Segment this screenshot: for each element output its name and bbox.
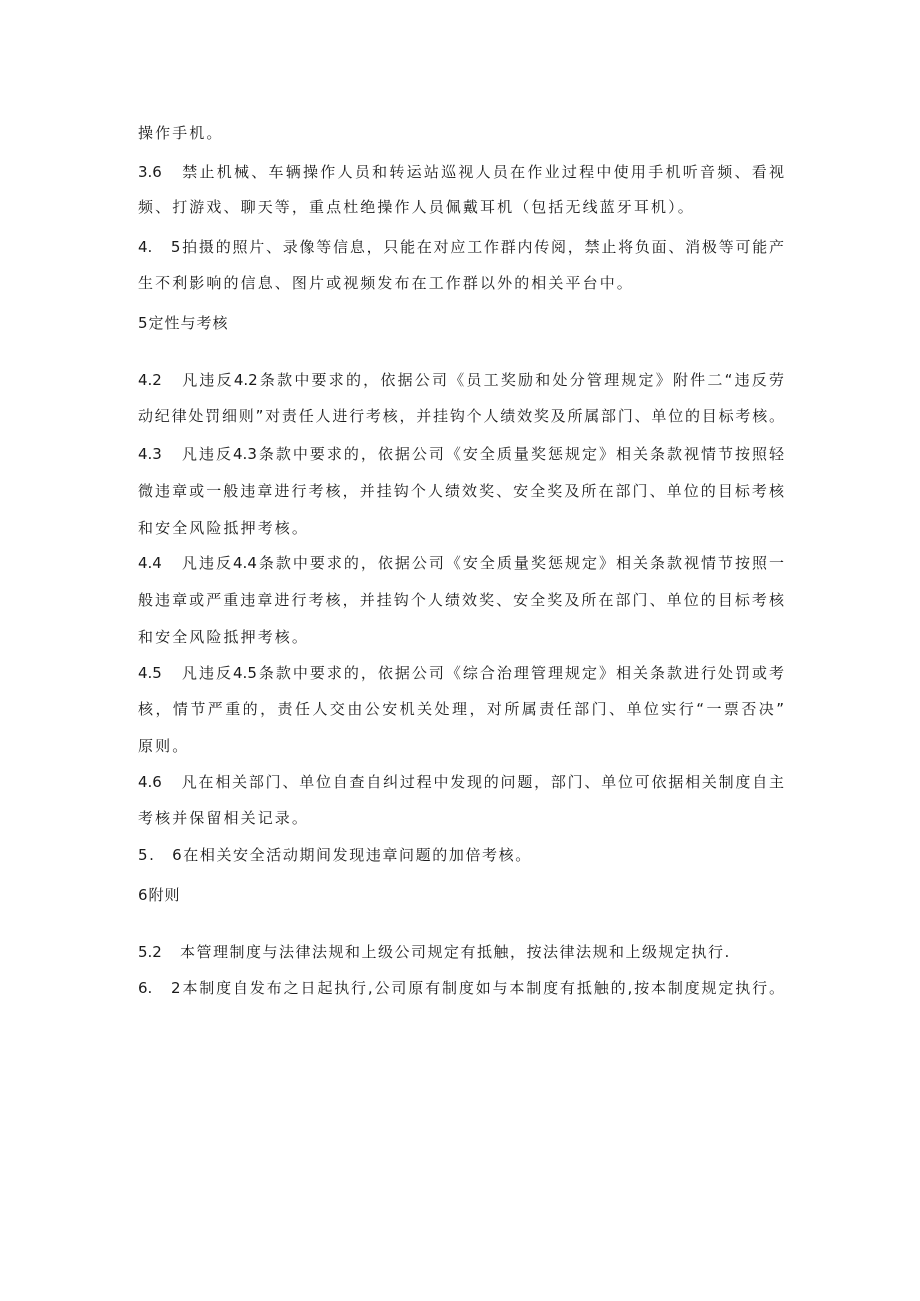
clause-number: 4.2: [138, 371, 162, 389]
text-line: 般违章或严重违章进行考核，并挂钩个人绩效奖、安全奖及所在部门、单位的目标考核: [138, 591, 784, 609]
clause-number: 4.6: [138, 773, 162, 791]
section-heading-6: 6附则: [138, 886, 181, 904]
clause-text: 凡违反4.2条款中要求的，依据公司《员工奖励和处分管理规定》附件二“违反劳: [180, 371, 784, 389]
text-line: 操作手机。: [138, 124, 224, 142]
clause-text: 凡在相关部门、单位自查自纠过程中发现的问题，部门、单位可依据相关制度自主: [180, 773, 784, 791]
clause-number: 3.6: [138, 163, 162, 181]
clause-4-4: [138, 553, 784, 573]
clause-text: 本管理制度与法律法规和上级公司规定有抵触，按法律法规和上级规定执行.: [180, 943, 731, 961]
clause-6-2: 6. 2本制度自发布之日起执行,公司原有制度如与本制度有抵触的,按本制度规定执行。: [138, 979, 784, 997]
clause-number: 4.3: [138, 445, 162, 463]
clause-number: 4.5: [138, 664, 162, 682]
clause-text: 禁止机械、车辆操作人员和转运站巡视人员在作业过程中使用手机听音频、看视: [180, 163, 784, 181]
clause-text: 凡违反4.3条款中要求的，依据公司《安全质量奖惩规定》相关条款视情节按照轻: [180, 445, 784, 463]
clause-4-5: 4. 5拍摄的照片、录像等信息，只能在对应工作群内传阅，禁止将负面、消极等可能产: [138, 238, 784, 256]
clause-number: 5.2: [138, 943, 162, 961]
text-line: 和安全风险抵押考核。: [138, 628, 310, 646]
text-line: 生不利影响的信息、图片或视频发布在工作群以外的相关平台中。: [138, 274, 634, 292]
text-line: 原则。: [138, 737, 190, 755]
clause-5-6: 5. 6在相关安全活动期间发现违章问题的加倍考核。: [138, 846, 532, 864]
clause-3-6: [138, 162, 784, 182]
clause-4-2: [138, 370, 784, 390]
text-line: 核，情节严重的，责任人交由公安机关处理，对所属责任部门、单位实行“一票否决”: [138, 700, 784, 718]
clause-number: 4.4: [138, 554, 162, 572]
clause-4-3: [138, 444, 784, 464]
text-line: 频、打游戏、聊天等，重点杜绝操作人员佩戴耳机（包括无线蓝牙耳机）。: [138, 198, 695, 216]
clause-text: 凡违反4.5条款中要求的，依据公司《综合治理管理规定》相关条款进行处罚或考: [180, 664, 784, 682]
section-heading-5: 5定性与考核: [138, 314, 229, 332]
clause-4-6: [138, 772, 784, 792]
text-line: 和安全风险抵押考核。: [138, 519, 310, 537]
clause-5-2: [138, 942, 731, 962]
text-line: 动纪律处罚细则”对责任人进行考核，并挂钩个人绩效奖及所属部门、单位的目标考核。: [138, 407, 784, 425]
text-line: 微违章或一般违章进行考核，并挂钩个人绩效奖、安全奖及所在部门、单位的目标考核: [138, 482, 784, 500]
text-line: 考核并保留相关记录。: [138, 809, 310, 827]
clause-4-5: [138, 663, 784, 683]
clause-text: 凡违反4.4条款中要求的，依据公司《安全质量奖惩规定》相关条款视情节按照一: [180, 554, 784, 572]
